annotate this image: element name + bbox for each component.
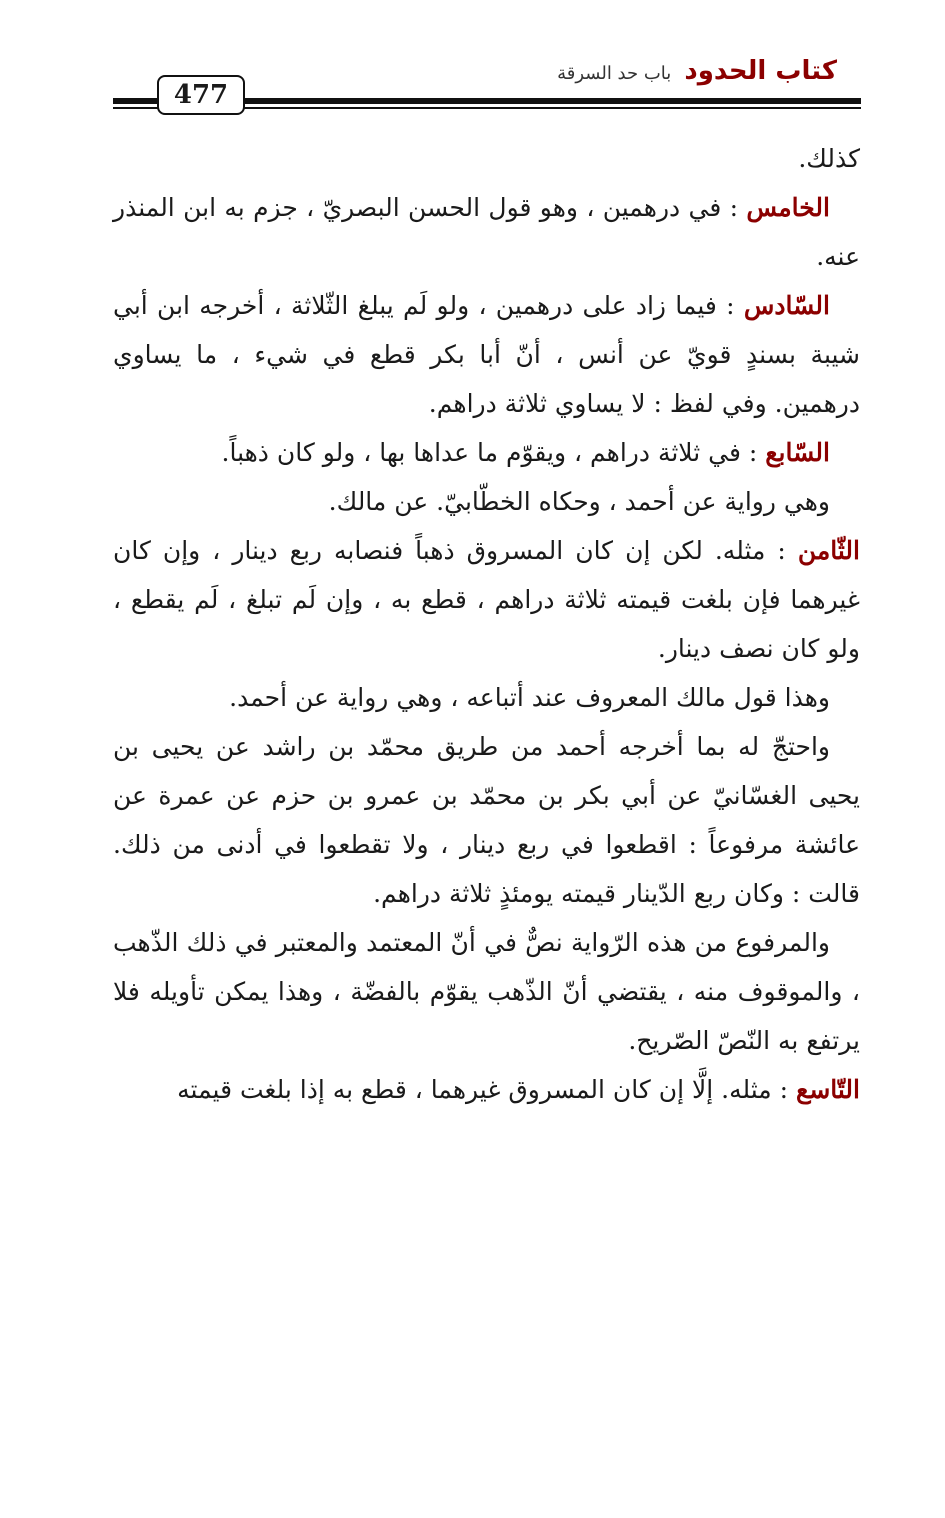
paragraph <box>113 526 860 673</box>
paragraph <box>113 477 860 526</box>
paragraph <box>113 673 860 722</box>
opinion-term: السّابع <box>765 438 830 467</box>
paragraph <box>113 183 860 281</box>
paragraph-text: : فيما زاد على درهمين ، ولو لَم يبلغ الثّلاثة ، أخرجه ابن أبي شيبة بسندٍ قويّ عن أنس ، أنّ أبا بكر قطع في شيء ، ما يساوي درهمين. وفي لفظ : لا يساوي ثلاثة دراهم. <box>113 291 860 418</box>
opinion-term: السّادس <box>743 291 830 320</box>
book-title: كتاب الحدود <box>684 56 837 86</box>
running-title <box>557 56 837 86</box>
paragraph-text: والمرفوع من هذه الرّواية نصٌّ في أنّ المعتمد والمعتبر في ذلك الذّهب ، والموقوف منه ، يقتضي أنّ الذّهب يقوّم بالفضّة ، وهذا يمكن تأويله فلا يرتفع به النّصّ الصّريح. <box>113 928 860 1055</box>
paragraph <box>113 918 860 1065</box>
paragraph-text: : في ثلاثة دراهم ، ويقوّم ما عداها بها ، ولو كان ذهباً. <box>221 438 766 467</box>
opinion-term: التّاسع <box>796 1075 860 1104</box>
paragraph-text: وهي رواية عن أحمد ، وحكاه الخطّابيّ. عن مالك. <box>328 487 830 516</box>
paragraph <box>113 1065 860 1114</box>
page-body <box>113 134 860 1114</box>
paragraph-text: وهذا قول مالك المعروف عند أتباعه ، وهي رواية عن أحمد. <box>229 683 830 712</box>
paragraph-text: : مثله. لكن إن كان المسروق ذهباً فنصابه ربع دينار ، وإن كان غيرهما فإن بلغت قيمته ثلاثة دراهم ، قطع به ، وإن لَم تبلغ ، لَم يقطع ، ولو كان نصف دينار. <box>113 536 860 663</box>
paragraph-text: واحتجّ له بما أخرجه أحمد من طريق محمّد بن راشد عن يحيى بن يحيى الغسّانيّ عن أبي بكر بن محمّد بن عمرو بن حزم عن عمرة عن عائشة مرفوعاً : اقطعوا في ربع دينار ، ولا تقطعوا في أدنى من ذلك. قالت : وكان ربع الدّينار قيمته يومئذٍ ثلاثة دراهم. <box>113 732 860 908</box>
paragraph-text: : مثله. إلَّا إن كان المسروق غيرهما ، قطع به إذا بلغت قيمته <box>177 1075 797 1104</box>
page-header <box>0 0 945 120</box>
page-number: 477 <box>157 75 245 115</box>
paragraph <box>113 134 860 183</box>
paragraph-text: كذلك. <box>798 144 860 173</box>
paragraph <box>113 428 860 477</box>
chapter-title: باب حد السرقة <box>557 63 672 84</box>
opinion-term: الثّامن <box>797 536 860 565</box>
paragraph <box>113 722 860 918</box>
paragraph <box>113 281 860 428</box>
opinion-term: الخامس <box>746 193 830 222</box>
paragraph-text: : في درهمين ، وهو قول الحسن البصريّ ، جزم به ابن المنذر عنه. <box>113 193 860 271</box>
